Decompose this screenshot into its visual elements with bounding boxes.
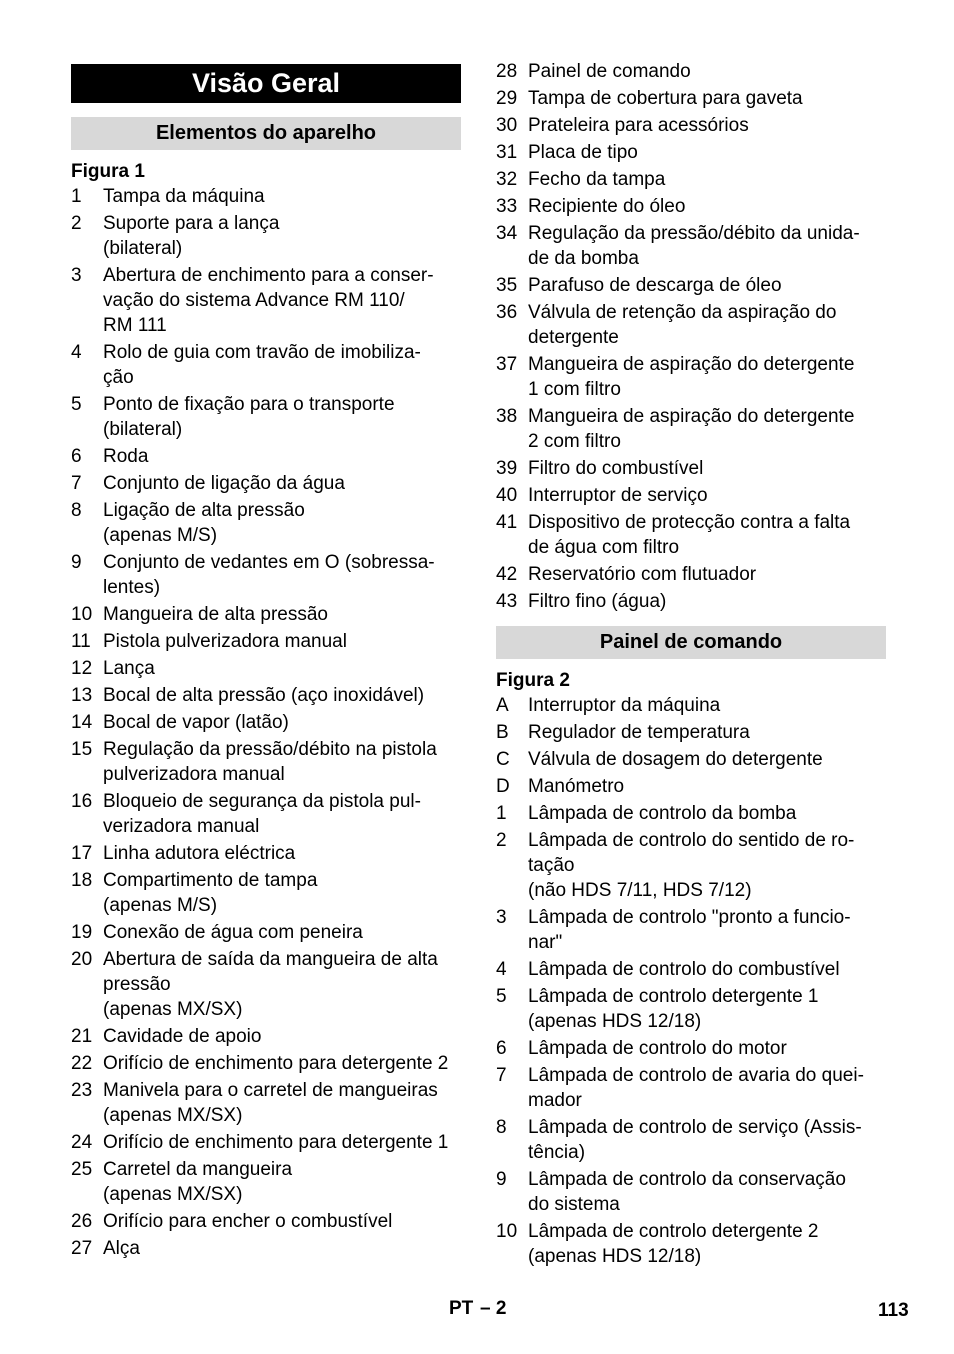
- list-item: [71, 550, 461, 600]
- item-number: 19: [71, 922, 93, 943]
- list-item: [496, 562, 886, 587]
- list-item: [496, 693, 886, 718]
- list-item: [71, 629, 461, 654]
- list-item: [496, 589, 886, 614]
- item-text: Ponto de fixação para o transporte (bilateral): [103, 394, 395, 440]
- item-number: 34: [496, 223, 518, 244]
- figure-label-1: Figura 1: [71, 161, 145, 182]
- item-text: Cavidade de apoio: [103, 1026, 262, 1047]
- item-number: 9: [496, 1169, 507, 1190]
- item-text: Mangueira de aspiração do detergente 2 com filtro: [528, 406, 855, 452]
- item-number: 40: [496, 485, 518, 506]
- item-number: 15: [71, 739, 93, 760]
- list-item: [71, 656, 461, 681]
- item-text: Conjunto de ligação da água: [103, 473, 345, 494]
- list-item: [496, 747, 886, 772]
- list-item: [71, 1157, 461, 1207]
- list-item: [496, 352, 886, 402]
- list-item: [496, 300, 886, 350]
- list-item: [71, 789, 461, 839]
- item-text: Filtro do combustível: [528, 458, 704, 479]
- elements-list-left: [71, 184, 461, 1263]
- item-text: Lâmpada de controlo do sentido de ro- tação (não HDS 7/11, HDS 7/12): [528, 830, 855, 901]
- footer-page-label: – 2: [480, 1298, 507, 1319]
- item-text: Mangueira de alta pressão: [103, 604, 328, 625]
- item-number: 2: [71, 213, 82, 234]
- item-number: 20: [71, 949, 93, 970]
- item-number: B: [496, 722, 509, 743]
- list-item: [71, 340, 461, 390]
- footer-page-number: 113: [878, 1300, 909, 1321]
- list-item: [496, 273, 886, 298]
- list-item: [71, 498, 461, 548]
- list-item: [496, 957, 886, 982]
- item-number: 8: [71, 500, 82, 521]
- list-item: [496, 167, 886, 192]
- footer-language: PT: [449, 1298, 474, 1319]
- item-number: 30: [496, 115, 518, 136]
- list-item: [71, 444, 461, 469]
- item-number: 1: [496, 803, 507, 824]
- item-text: Válvula de dosagem do detergente: [528, 749, 823, 770]
- list-item: [496, 1036, 886, 1061]
- item-text: Abertura de saída da mangueira de alta pressão (apenas MX/SX): [103, 949, 438, 1020]
- item-number: 35: [496, 275, 518, 296]
- item-text: Ligação de alta pressão (apenas M/S): [103, 500, 305, 546]
- item-number: 10: [71, 604, 93, 625]
- list-item: [71, 1236, 461, 1261]
- list-item: [71, 1078, 461, 1128]
- list-item: [496, 86, 886, 111]
- item-number: 39: [496, 458, 518, 479]
- item-number: 31: [496, 142, 518, 163]
- list-item: [71, 184, 461, 209]
- item-text: Válvula de retenção da aspiração do detergente: [528, 302, 837, 348]
- section-heading-elements: Elementos do aparelho: [71, 117, 461, 150]
- list-item: [496, 801, 886, 826]
- list-item: [496, 1063, 886, 1113]
- item-number: 17: [71, 843, 93, 864]
- list-item: [496, 720, 886, 745]
- list-item: [496, 774, 886, 799]
- item-number: D: [496, 776, 510, 797]
- item-text: Placa de tipo: [528, 142, 638, 163]
- item-text: Interruptor da máquina: [528, 695, 721, 716]
- item-number: 12: [71, 658, 93, 679]
- item-number: 41: [496, 512, 518, 533]
- item-number: 25: [71, 1159, 93, 1180]
- item-text: Regulador de temperatura: [528, 722, 750, 743]
- list-item: [71, 211, 461, 261]
- item-text: Lâmpada de controlo detergente 1 (apenas HDS 12/18): [528, 986, 819, 1032]
- item-text: Manómetro: [528, 776, 625, 797]
- item-number: 6: [71, 446, 82, 467]
- item-text: Interruptor de serviço: [528, 485, 708, 506]
- item-number: 8: [496, 1117, 507, 1138]
- item-number: 9: [71, 552, 82, 573]
- item-text: Linha adutora eléctrica: [103, 843, 296, 864]
- item-number: 16: [71, 791, 93, 812]
- item-number: 4: [496, 959, 507, 980]
- item-number: 1: [71, 186, 82, 207]
- list-item: [496, 113, 886, 138]
- list-item: [496, 59, 886, 84]
- list-item: [496, 404, 886, 454]
- list-item: [71, 841, 461, 866]
- item-number: 36: [496, 302, 518, 323]
- list-item: [496, 1219, 886, 1269]
- item-number: 33: [496, 196, 518, 217]
- item-number: 29: [496, 88, 518, 109]
- item-text: Orifício de enchimento para detergente 2: [103, 1053, 449, 1074]
- list-item: [496, 510, 886, 560]
- item-number: 3: [71, 265, 82, 286]
- item-text: Bocal de alta pressão (aço inoxidável): [103, 685, 425, 706]
- item-number: 13: [71, 685, 93, 706]
- item-number: 3: [496, 907, 507, 928]
- item-number: 32: [496, 169, 518, 190]
- item-text: Roda: [103, 446, 149, 467]
- list-item: [71, 1051, 461, 1076]
- item-number: 37: [496, 354, 518, 375]
- item-text: Regulação da pressão/débito da unida- de da bomba: [528, 223, 860, 269]
- item-number: 10: [496, 1221, 518, 1242]
- list-item: [71, 263, 461, 338]
- item-text: Lâmpada de controlo de avaria do quei- mador: [528, 1065, 864, 1111]
- item-text: Carretel da mangueira (apenas MX/SX): [103, 1159, 293, 1205]
- item-text: Regulação da pressão/débito na pistola pulverizadora manual: [103, 739, 437, 785]
- list-item: [496, 456, 886, 481]
- list-item: [71, 1024, 461, 1049]
- list-item: [71, 392, 461, 442]
- item-number: 5: [496, 986, 507, 1007]
- item-number: 7: [496, 1065, 507, 1086]
- item-text: Dispositivo de protecção contra a falta de água com filtro: [528, 512, 851, 558]
- item-text: Prateleira para acessórios: [528, 115, 749, 136]
- item-text: Lâmpada de controlo da bomba: [528, 803, 797, 824]
- list-item: [71, 683, 461, 708]
- item-text: Lâmpada de controlo do motor: [528, 1038, 787, 1059]
- list-item: [496, 1115, 886, 1165]
- list-item: [496, 483, 886, 508]
- item-number: 23: [71, 1080, 93, 1101]
- item-number: 43: [496, 591, 518, 612]
- item-number: 42: [496, 564, 518, 585]
- list-item: [71, 947, 461, 1022]
- item-text: Lâmpada de controlo da conservação do sistema: [528, 1169, 846, 1215]
- list-item: [71, 1209, 461, 1234]
- item-text: Tampa da máquina: [103, 186, 265, 207]
- list-item: [71, 710, 461, 735]
- item-text: Suporte para a lança (bilateral): [103, 213, 280, 259]
- item-text: Conexão de água com peneira: [103, 922, 363, 943]
- list-item: [71, 868, 461, 918]
- item-number: 2: [496, 830, 507, 851]
- item-text: Recipiente do óleo: [528, 196, 686, 217]
- elements-list-right: [496, 59, 886, 616]
- item-text: Lança: [103, 658, 155, 679]
- item-text: Manivela para o carretel de mangueiras (apenas MX/SX): [103, 1080, 438, 1126]
- panel-list: [496, 693, 886, 1271]
- item-text: Abertura de enchimento para a conser- vação do sistema Advance RM 110/ RM 111: [103, 265, 434, 336]
- item-number: 5: [71, 394, 82, 415]
- item-text: Pistola pulverizadora manual: [103, 631, 347, 652]
- item-text: Filtro fino (água): [528, 591, 667, 612]
- item-text: Rolo de guia com travão de imobiliza- ção: [103, 342, 421, 388]
- item-text: Lâmpada de controlo do combustível: [528, 959, 840, 980]
- item-number: 6: [496, 1038, 507, 1059]
- item-text: Reservatório com flutuador: [528, 564, 757, 585]
- item-text: Lâmpada de controlo de serviço (Assis- tência): [528, 1117, 862, 1163]
- page-title: Visão Geral: [71, 64, 461, 103]
- item-number: 14: [71, 712, 93, 733]
- item-number: 27: [71, 1238, 93, 1259]
- item-number: 24: [71, 1132, 93, 1153]
- item-text: Parafuso de descarga de óleo: [528, 275, 782, 296]
- item-text: Bocal de vapor (latão): [103, 712, 289, 733]
- list-item: [71, 1130, 461, 1155]
- item-text: Bloqueio de segurança da pistola pul- verizadora manual: [103, 791, 421, 837]
- figure-label-2: Figura 2: [496, 670, 570, 691]
- item-text: Lâmpada de controlo "pronto a funcio- nar": [528, 907, 851, 953]
- item-number: 28: [496, 61, 518, 82]
- item-text: Lâmpada de controlo detergente 2 (apenas HDS 12/18): [528, 1221, 819, 1267]
- item-text: Orifício para encher o combustível: [103, 1211, 393, 1232]
- item-text: Conjunto de vedantes em O (sobressa- lentes): [103, 552, 435, 598]
- item-text: Tampa de cobertura para gaveta: [528, 88, 803, 109]
- list-item: [496, 221, 886, 271]
- item-text: Painel de comando: [528, 61, 691, 82]
- list-item: [71, 920, 461, 945]
- item-text: Orifício de enchimento para detergente 1: [103, 1132, 449, 1153]
- item-number: 4: [71, 342, 82, 363]
- item-number: 11: [71, 631, 91, 652]
- section-heading-panel: Painel de comando: [496, 626, 886, 659]
- item-number: 26: [71, 1211, 93, 1232]
- item-number: 38: [496, 406, 518, 427]
- item-text: Alça: [103, 1238, 140, 1259]
- item-number: C: [496, 749, 510, 770]
- list-item: [71, 471, 461, 496]
- item-text: Mangueira de aspiração do detergente 1 com filtro: [528, 354, 855, 400]
- item-text: Compartimento de tampa (apenas M/S): [103, 870, 318, 916]
- list-item: [496, 905, 886, 955]
- item-number: 18: [71, 870, 93, 891]
- list-item: [496, 194, 886, 219]
- item-number: A: [496, 695, 509, 716]
- list-item: [71, 602, 461, 627]
- list-item: [496, 140, 886, 165]
- list-item: [496, 828, 886, 903]
- list-item: [496, 1167, 886, 1217]
- list-item: [71, 737, 461, 787]
- item-number: 7: [71, 473, 82, 494]
- list-item: [496, 984, 886, 1034]
- item-number: 21: [71, 1026, 93, 1047]
- item-text: Fecho da tampa: [528, 169, 666, 190]
- item-number: 22: [71, 1053, 93, 1074]
